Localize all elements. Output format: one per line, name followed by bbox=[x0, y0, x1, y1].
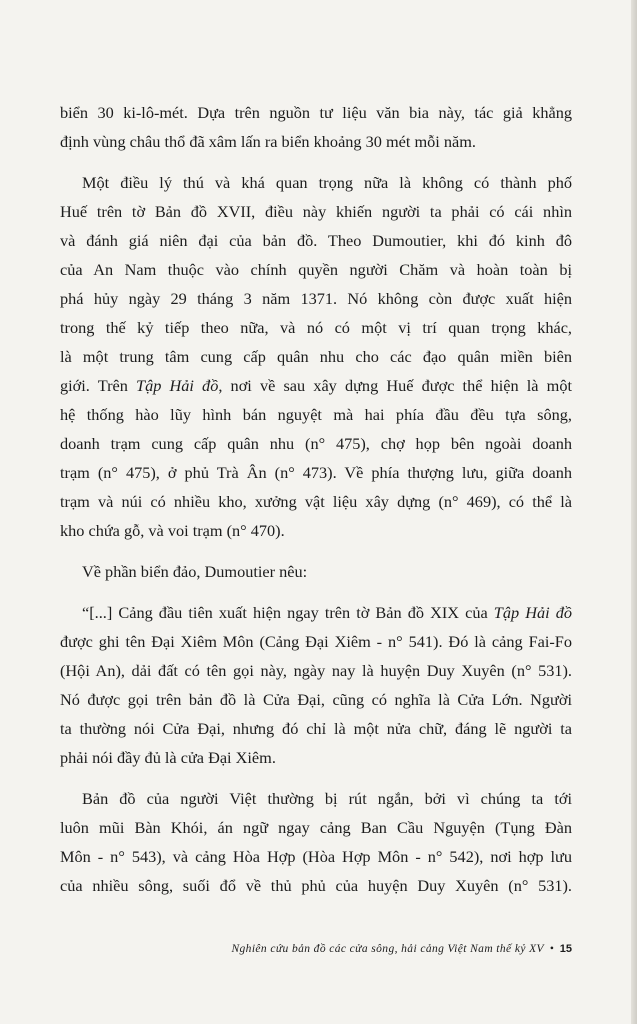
text-line: định vùng châu thổ đã xâm lấn ra biển khoảng 30 mét mỗi năm. bbox=[60, 132, 476, 151]
text-line bbox=[60, 371, 572, 400]
text-line bbox=[60, 598, 572, 627]
text-line: luôn mũi Bàn Khói, án ngữ ngay cảng Ban Cầu Nguyện (Tụng Đàn bbox=[60, 818, 572, 837]
footer-book-title: Nghiên cứu bản đồ các cửa sông, hải cảng Việt Nam thế kỷ XV bbox=[231, 943, 544, 955]
text-line: trong thế kỷ tiếp theo nữa, và nó có một vị trí quan trọng khác, bbox=[60, 318, 572, 337]
text-line: Môn - n° 543), và cảng Hòa Hợp (Hòa Hợp Môn - n° 542), nơi hợp lưu bbox=[60, 847, 572, 866]
page-edge-shadow bbox=[631, 0, 637, 1024]
text-line: hệ thống hào lũy hình bán nguyệt mà hai phía đầu đều tựa sông, bbox=[60, 405, 572, 424]
quote-paragraph bbox=[60, 598, 572, 772]
text-line: kho chứa gỗ, và voi trạm (n° 470). bbox=[60, 521, 285, 540]
italic-title: Tập Hải đồ bbox=[493, 603, 572, 622]
text-line: phải nói đầy đủ là cửa Đại Xiêm. bbox=[60, 748, 276, 767]
text-line: trạm (n° 475), ở phủ Trà Ân (n° 473). Về phía thượng lưu, giữa doanh bbox=[60, 463, 572, 482]
text-segment: “[...] Cảng đầu tiên xuất hiện ngay trên tờ Bản đồ XIX của bbox=[82, 603, 494, 622]
paragraph-1 bbox=[60, 98, 572, 156]
footer-bullet: • bbox=[549, 943, 554, 955]
text-line: được ghi tên Đại Xiêm Môn (Cảng Đại Xiêm - n° 541). Đó là cảng Fai-Fo bbox=[60, 632, 572, 651]
text-line: Về phần biển đảo, Dumoutier nêu: bbox=[82, 562, 308, 581]
page-number: 15 bbox=[559, 943, 572, 955]
text-line: trạm và núi có nhiều kho, xưởng vật liệu xây dựng (n° 469), có thể là bbox=[60, 492, 572, 511]
text-line: và đánh giá niên đại của bản đồ. Theo Dumoutier, khi đó kinh đô bbox=[60, 231, 572, 250]
paragraph-2 bbox=[60, 168, 572, 545]
paragraph-3 bbox=[60, 557, 572, 586]
paragraph-5 bbox=[60, 784, 572, 900]
running-footer bbox=[180, 943, 572, 955]
text-segment: giới. Trên bbox=[60, 376, 137, 395]
text-line: ta thường nói Cửa Đại, nhưng đó chỉ là một nửa chữ, đáng lẽ người ta bbox=[60, 719, 572, 738]
text-line: (Hội An), dải đất có tên gọi này, ngày nay là huyện Duy Xuyên (n° 531). bbox=[60, 661, 572, 680]
text-line: Huế trên tờ Bản đồ XVII, điều này khiến người ta phải có cái nhìn bbox=[60, 202, 572, 221]
text-line: doanh trạm cung cấp quân nhu (n° 475), chợ họp bên ngoài doanh bbox=[60, 434, 572, 453]
text-segment: , nơi về sau xây dựng Huế được thể hiện là một bbox=[218, 376, 572, 395]
text-line: Một điều lý thú và khá quan trọng nữa là không có thành phố bbox=[82, 173, 572, 192]
text-line: Nó được gọi trên bản đồ là Cửa Đại, cũng có nghĩa là Cửa Lớn. Người bbox=[60, 690, 572, 709]
text-line: Bản đồ của người Việt thường bị rút ngắn, bởi vì chúng ta tới bbox=[82, 789, 572, 808]
text-line: của nhiều sông, suối đổ về thủ phủ của huyện Duy Xuyên (n° 531). bbox=[60, 876, 572, 895]
text-line: là một trung tâm cung cấp quân nhu cho các đạo quân miền biên bbox=[60, 347, 572, 366]
body-text bbox=[60, 98, 572, 900]
text-line: biển 30 ki-lô-mét. Dựa trên nguồn tư liệu văn bia này, tác giả khẳng bbox=[60, 103, 572, 122]
text-line: phá hủy ngày 29 tháng 3 năm 1371. Nó không còn được xuất hiện bbox=[60, 289, 572, 308]
italic-title: Tập Hải đồ bbox=[136, 376, 219, 395]
text-line: của An Nam thuộc vào chính quyền người Chăm và hoàn toàn bị bbox=[60, 260, 572, 279]
